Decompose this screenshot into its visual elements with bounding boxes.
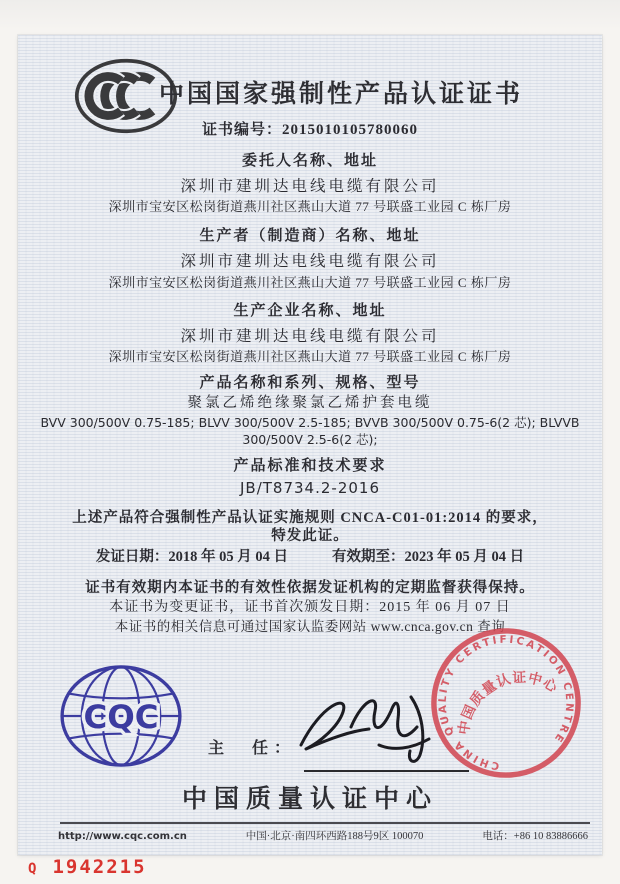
- issuer-name: 中国质量认证中心: [181, 784, 438, 813]
- footer-address: 中国·北京·南四环西路188号9区 100070: [245, 831, 424, 842]
- manufacturer-heading: 生产者（制造商）名称、地址: [199, 228, 421, 244]
- stamp-serial-prefix: Q: [28, 861, 37, 877]
- expiry-date: 有效期至：2023 年 05 月 04 日: [332, 549, 525, 565]
- factory-address: 深圳市宝安区松岗街道燕川社区燕山大道 77 号联盛工业园 C 栋厂房: [108, 349, 512, 364]
- applicant-address: 深圳市宝安区松岗街道燕川社区燕山大道 77 号联盛工业园 C 栋厂房: [108, 199, 512, 214]
- certificate-title: 中国国家强制性产品认证证书: [158, 79, 523, 108]
- validity-note: 证书有效期内本证书的有效性依据发证机构的定期监督获得保持。: [85, 580, 535, 596]
- cqc-logo-text: CQC: [83, 697, 159, 736]
- footer-phone: 电话：+86 10 83886666: [482, 831, 588, 842]
- certificate-number: 证书编号：2015010105780060: [201, 122, 418, 138]
- applicant-heading: 委托人名称、地址: [241, 153, 378, 169]
- cqc-globe-logo: [57, 662, 185, 770]
- product-models-line1: BVV 300/500V 0.75-185; BLVV 300/500V 2.5-185; BVVB 300/500V 0.75-6(2 芯); BLVVB: [40, 415, 580, 430]
- statement-line1: 上述产品符合强制性产品认证实施规则 CNCA-C01-01:2014 的要求，: [72, 510, 548, 526]
- product-models-line2: 300/500V 2.5-6(2 芯);: [242, 432, 378, 447]
- product-heading: 产品名称和系列、规格、型号: [199, 375, 421, 391]
- dates-row: [18, 547, 602, 567]
- change-note: 本证书为变更证书，证书首次颁发日期：2015 年 06 月 07 日: [109, 600, 511, 615]
- stamp-serial-number: 1942215: [52, 856, 147, 878]
- manufacturer-address: 深圳市宝安区松岗街道燕川社区燕山大道 77 号联盛工业园 C 栋厂房: [108, 275, 512, 290]
- applicant-name: 深圳市建圳达电线电缆有限公司: [180, 178, 440, 195]
- lookup-note: 本证书的相关信息可通过国家认监委网站 www.cnca.gov.cn 查询: [114, 619, 506, 634]
- director-label: 主 任：: [208, 740, 297, 757]
- seal-text-en: CHINA QUALITY CERTIFICATION CENTRE: [436, 633, 576, 772]
- footer-website: http://www.cqc.com.cn: [58, 831, 187, 842]
- manufacturer-name: 深圳市建圳达电线电缆有限公司: [180, 253, 440, 270]
- standard-value: JB/T8734.2-2016: [239, 479, 380, 497]
- product-name: 聚氯乙烯绝缘聚氯乙烯护套电缆: [187, 395, 433, 411]
- standard-heading: 产品标准和技术要求: [233, 458, 387, 474]
- factory-name: 深圳市建圳达电线电缆有限公司: [180, 328, 440, 345]
- svg-text:CHINA QUALITY CERTIFICATION CE: [427, 624, 585, 782]
- statement-line2: 特发此证。: [271, 528, 349, 544]
- footer-divider: [60, 822, 590, 824]
- factory-heading: 生产企业名称、地址: [233, 303, 387, 319]
- certificate-paper: [18, 35, 602, 855]
- issue-date: 发证日期：2018 年 05 月 04 日: [95, 549, 288, 565]
- seal-text-cn: 中国质量认证中心: [456, 669, 561, 736]
- svg-text:中国质量认证中心: [440, 650, 566, 742]
- cqc-red-seal: [427, 624, 585, 782]
- footer: [58, 830, 588, 844]
- stamp-serial: [28, 856, 147, 878]
